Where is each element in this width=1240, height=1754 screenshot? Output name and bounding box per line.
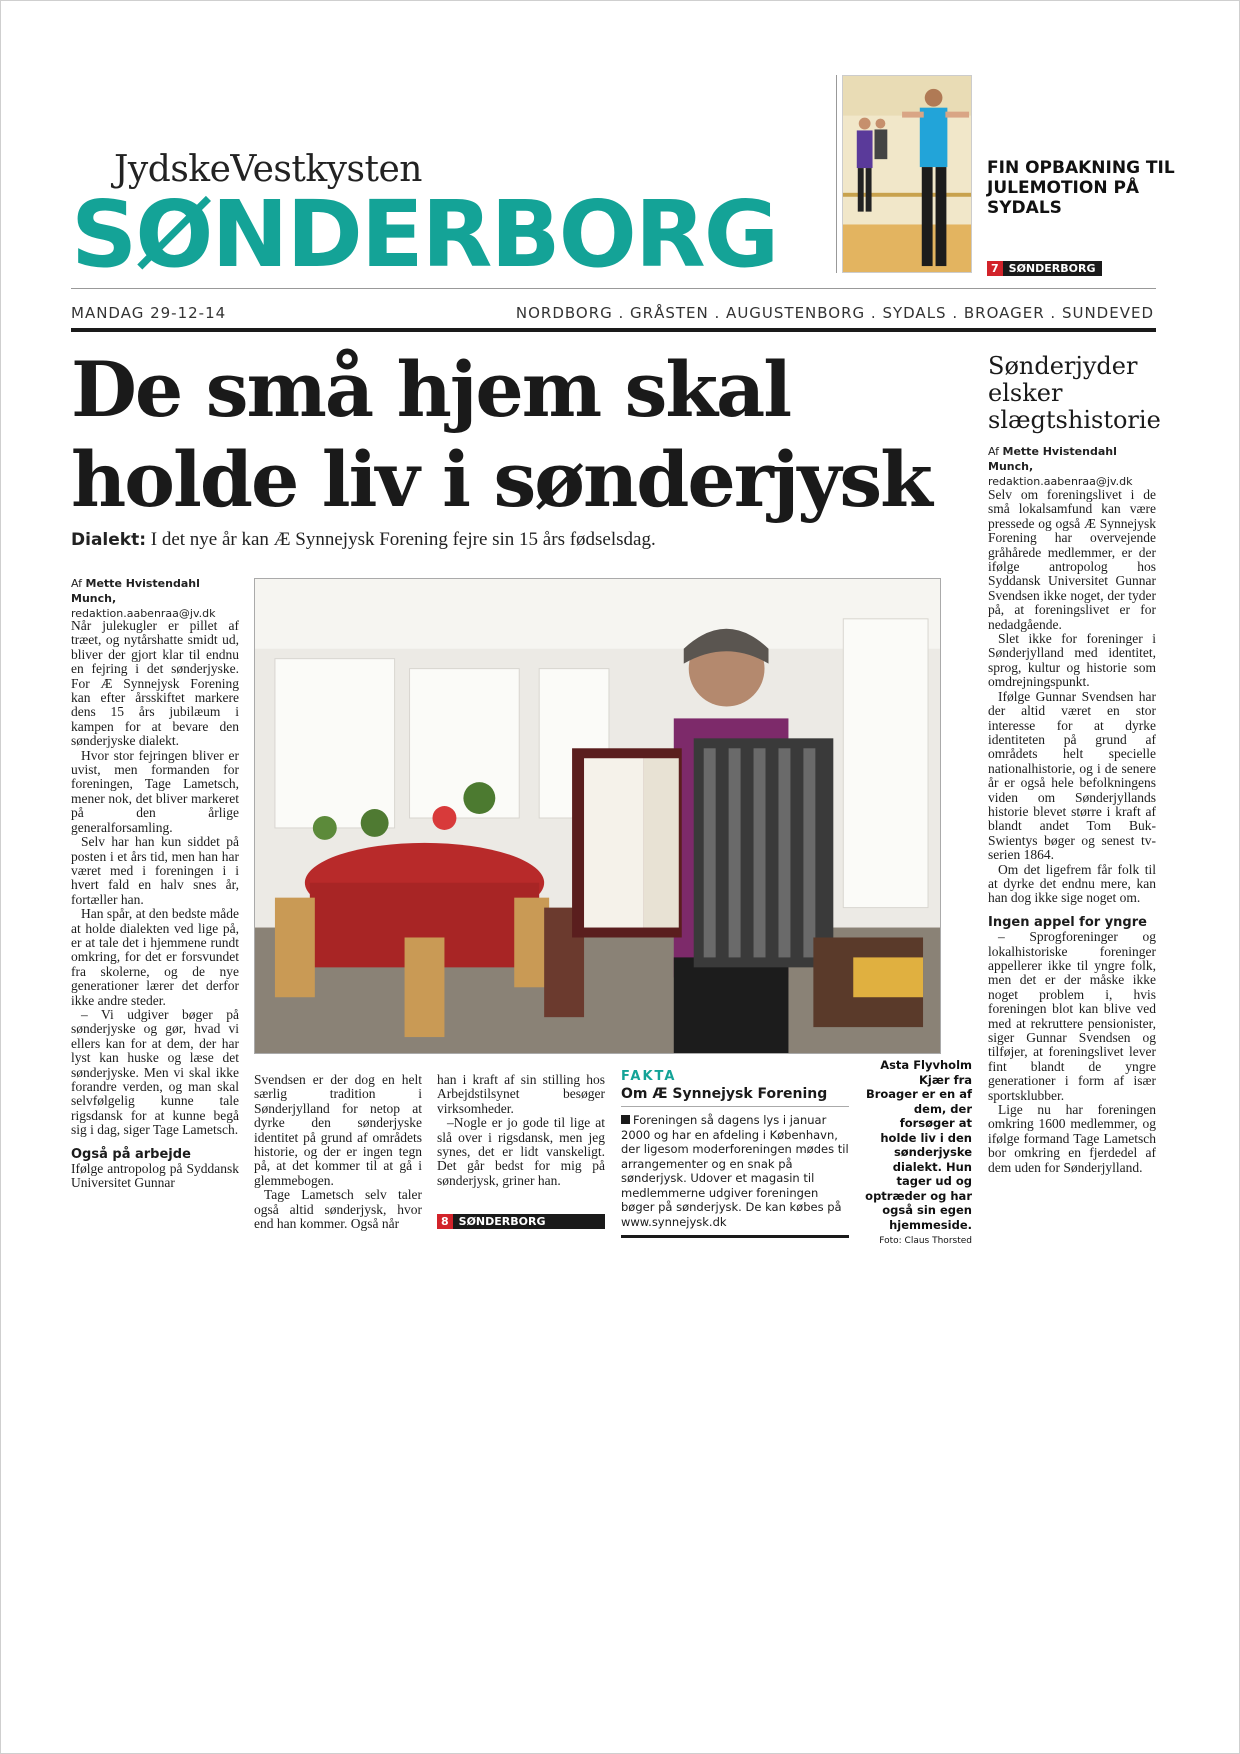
article-column-3 <box>437 1073 605 1188</box>
sidebar-column <box>988 488 1156 1175</box>
continued-section: SØNDERBORG <box>458 1215 546 1228</box>
subhead-kicker: Dialekt: <box>71 530 146 550</box>
teaser-photo <box>842 75 972 273</box>
paragraph: –Nogle er jo gode til lige at slå over i rigsdansk, men jeg synes, det er lidt vanskeligt. Det går bedst for mig på sønderjysk, griner han. <box>437 1115 605 1188</box>
paragraph: Svendsen er der dog en helt særlig tradition i Sønderjylland for netop at dyrke den sønderjyske identitet på grund af områdets historie, og der er ingen tegn på, at det kommer til at gå i glemmebogen. <box>254 1072 422 1188</box>
paragraph: Hvor stor fejringen bliver er uvist, men formanden for foreningen, Tage Lametsch, mener nok, det bliver markeret på den årlige generalforsamling. <box>71 747 239 835</box>
paragraph: Ifølge antropolog på Syddansk Universitet Gunnar <box>71 1161 239 1191</box>
teaser-divider <box>836 75 837 273</box>
area-list: NORDBORG . GRÅSTEN . AUGUSTENBORG . SYDALS . BROAGER . SUNDEVED <box>515 304 1154 322</box>
teaser-page-badge[interactable] <box>987 259 1102 277</box>
paragraph: Selv har han kun siddet på posten i et års tid, men han har været med i foreningen i i hvert fald en halv snes år, fortæller han. <box>71 834 239 907</box>
teaser-title: FIN OPBAKNING TIL JULEMOTION PÅ SYDALS <box>987 158 1175 218</box>
article-column-2 <box>254 1073 422 1231</box>
fakta-label: FAKTA <box>621 1069 677 1084</box>
paragraph: Lige nu har foreningen omkring 1600 medlemmer, og ifølge formand Tage Lametsch bor omkring en fjerdedel af dem uden for Sønderjylland. <box>988 1102 1156 1175</box>
continued-page-badge[interactable] <box>437 1212 605 1230</box>
dateline: MANDAG 29-12-14 <box>71 304 227 322</box>
sidebar-byline <box>988 444 1163 489</box>
byline-prefix: Af <box>988 445 1003 458</box>
subheading: Ingen appel for yngre <box>988 914 1147 930</box>
photo-caption <box>865 1058 972 1249</box>
byline-name: Mette Hvistendahl Munch, <box>988 445 1117 473</box>
article-byline <box>71 576 241 621</box>
teaser-page-number: 7 <box>987 261 1003 276</box>
header-thick-rule <box>71 328 1156 332</box>
fakta-title: Om Æ Synnejysk Forening <box>621 1086 849 1107</box>
masthead-city: SØNDERBORG <box>71 181 778 288</box>
byline-name: Mette Hvistendahl Munch, <box>71 577 200 605</box>
paragraph: Om det ligefrem får folk til at dyrke det endnu mere, kan han dog ikke sige noget om. <box>988 861 1156 906</box>
paragraph: Når julekugler er pillet af træet, og nytårshatte smidt ud, bliver der gjort klar til endnu en fejring i det sønderjyske. For Æ Synnejysk Forening kan efter årsskiftet markere dens 15 års jubilæum i kampen for at bevare den sønderjyske dialekt. <box>71 618 239 749</box>
paragraph: Slet ikke for foreninger i Sønderjylland med identitet, sprog, kultur og historie som omdrejningspunkt. <box>988 631 1156 690</box>
byline-email: redaktion.aabenraa@jv.dk <box>988 475 1133 488</box>
article-headline: De små hjem skal holde liv i sønderjysk <box>71 345 931 524</box>
continued-page-number: 8 <box>437 1214 453 1229</box>
article-subhead <box>71 529 951 551</box>
byline-prefix: Af <box>71 577 86 590</box>
sidebar-title: Sønderjyder elsker slægtshistorie <box>988 352 1161 434</box>
paragraph: Ifølge Gunnar Svendsen har der altid været en stor interesse for at dyrke identiteten på grund af områdets helt specielle nationalhistorie, og i de senere år er også hele befolkningens viden om Sønderjyllands historie blevet større i kraft af blandt andet Tom Buk-Swientys bøger og senest tv-serien 1864. <box>988 688 1156 863</box>
main-photo <box>254 578 941 1054</box>
fakta-box <box>621 1069 849 1238</box>
paragraph: – Sprogforeninger og lokalhistoriske foreninger appellerer ikke til yngre folk, men det er der måske ikke noget problem i, hvis foreningen blot kan blive ved med at rekruttere pensionister, siger Gunnar Svendsen og tilføjer, at foreningslivet lever fint blandt de yngre generationer i form af især sportsklubber. <box>988 929 1156 1103</box>
article-column-1 <box>71 619 239 1191</box>
header-rule <box>71 288 1156 289</box>
byline-email: redaktion.aabenraa@jv.dk <box>71 607 216 620</box>
paragraph: han i kraft af sin stilling hos Arbejdstilsynet besøger virksomheder. <box>437 1072 605 1116</box>
bullet-square-icon <box>621 1115 630 1124</box>
subhead-text: I det nye år kan Æ Synnejysk Forening fejre sin 15 års fødselsdag. <box>146 529 656 550</box>
paragraph: Selv om foreningslivet i de små lokalsamfund kan være pressede og også Æ Synnejysk Forening har overvejende gråhårede medlemmer, er der ifølge antropolog hos Syddansk Universitet Gunnar Svendsen ikke noget, der tyder på, at foreningslivet er for nedadgående. <box>988 487 1156 632</box>
paragraph: Tage Lametsch selv taler også altid sønderjysk, hvor end han kommer. Også når <box>254 1187 422 1232</box>
photo-credit: Foto: Claus Thorsted <box>879 1236 972 1246</box>
masthead-brand: JydskeVestkysten <box>114 149 422 190</box>
caption-text: Asta Flyvholm Kjær fra Broager er en af dem, der forsøger at holde liv i den sønderjyske dialekt. Hun tager ud og optræder og har også sin egen hjemmeside. <box>865 1058 972 1232</box>
paragraph: Han spår, at den bedste måde at holde dialekten ved lige på, er at tale det i hjemmene rundt omkring, for det er forsvundet fra skolerne, og de nye generationer lærer det derfor ikke andre steder. <box>71 906 239 1008</box>
fakta-text: Foreningen så dagens lys i januar 2000 og har en afdeling i København, der ligesom moderforeningen mødes til arrangementer og en snak på sønderjysk. Udover et magasin til medlemmerne udgiver foreningen bøger på sønderjysk. De kan købes på www.synnejysk.dk <box>621 1113 849 1229</box>
fakta-body <box>621 1113 849 1229</box>
teaser-section: SØNDERBORG <box>1008 262 1096 275</box>
subheading: Også på arbejde <box>71 1146 191 1162</box>
paragraph: – Vi udgiver bøger på sønderjyske og gør, hvad vi ellers kan for at dem, der har lyst kan huske og læse det sønderjyske. Men vi skal ikke forandre verden, og man skal selvfølgelig kunne tale rigsdansk for at kunne begå sig i dag, siger Tage Lametsch. <box>71 1006 239 1138</box>
